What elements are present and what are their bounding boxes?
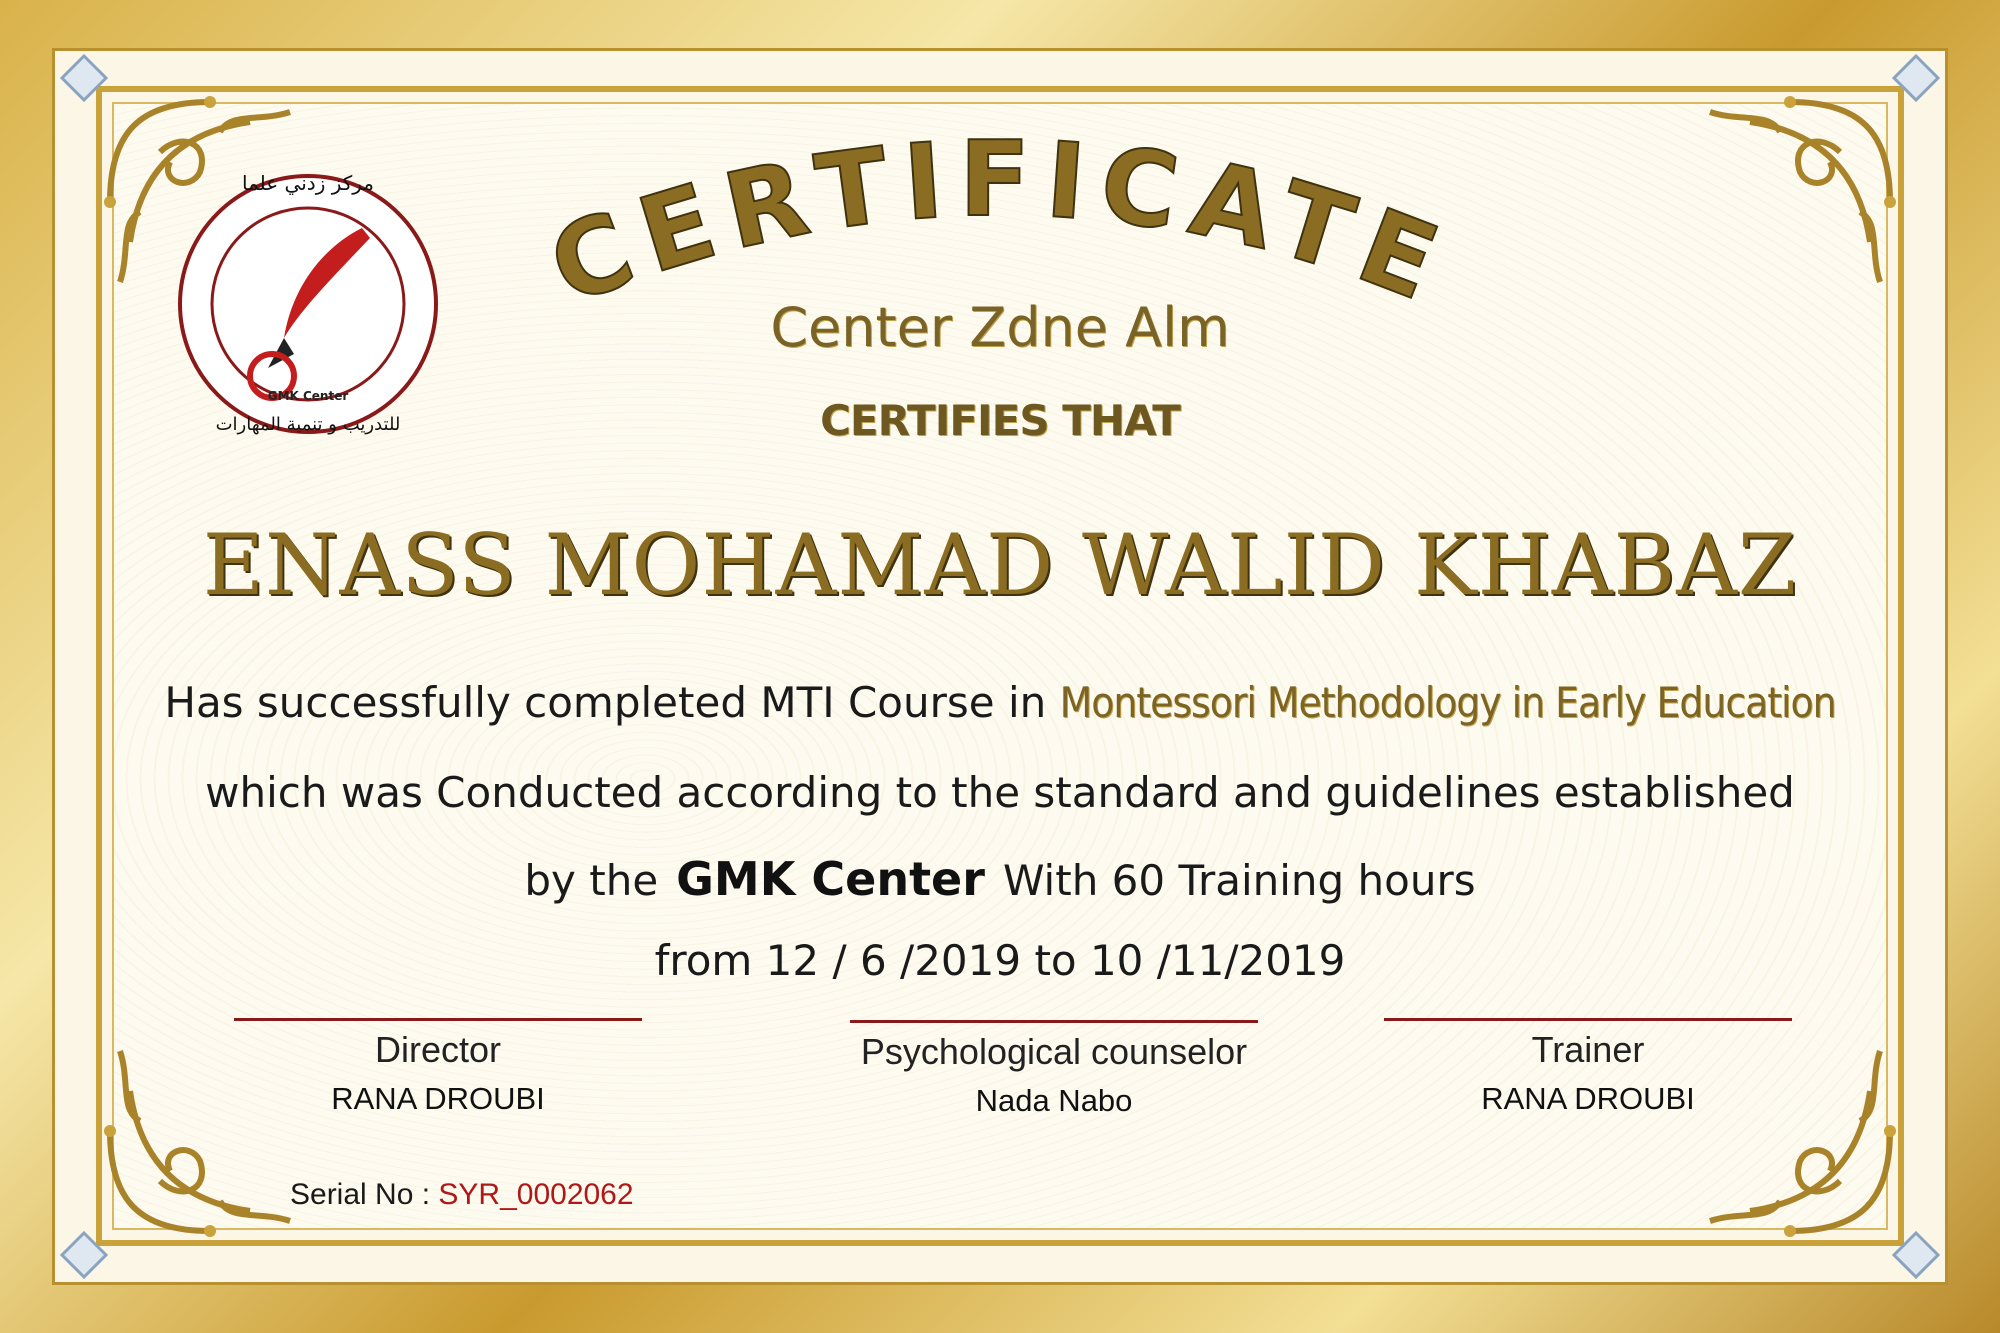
completion-prefix: Has successfully completed MTI Course in: [164, 678, 1047, 727]
certifies-that: CERTIFIES THAT: [820, 396, 1180, 445]
signature-director: [228, 1018, 648, 1117]
signature-name: RANA DROUBI: [331, 1081, 545, 1116]
completion-line: [0, 678, 2000, 727]
signature-name: RANA DROUBI: [1481, 1081, 1695, 1116]
logo-arabic-top: مركز زدني علما: [241, 171, 375, 195]
diamond-ornament-icon: [60, 1231, 108, 1279]
logo-badge-text: GMK Center: [267, 389, 349, 403]
hours-line: [0, 852, 2000, 906]
organization-name: GMK Center: [676, 852, 985, 906]
diamond-ornament-icon: [60, 54, 108, 102]
signature-role: Trainer: [1531, 1029, 1645, 1070]
signature-line: [850, 1020, 1258, 1023]
center-name: Center Zdne Alm: [770, 296, 1230, 359]
serial-label: Serial No :: [290, 1178, 439, 1211]
course-name: Montessori Methodology in Early Education: [1059, 678, 1836, 727]
diamond-ornament-icon: [1892, 1231, 1940, 1279]
training-hours: With 60 Training hours: [1002, 856, 1476, 905]
recipient-name: ENASS MOHAMAD WALID KHABAZ: [202, 516, 1798, 614]
signature-name: Nada Nabo: [975, 1083, 1133, 1118]
serial-number: [290, 1178, 634, 1212]
signature-line: [1384, 1018, 1792, 1021]
date-range: from 12 / 6 /2019 to 10 /11/2019: [654, 936, 1346, 985]
by-the-text: by the: [524, 856, 659, 905]
signature-role: Director: [374, 1029, 502, 1070]
title-text: CERTIFICATE: [534, 117, 1466, 329]
serial-value: SYR_0002062: [438, 1178, 634, 1211]
signature-trainer: [1378, 1018, 1798, 1117]
corner-ornament-top-right: [1680, 92, 1900, 312]
signature-counselor: [844, 1020, 1264, 1119]
logo-arabic-bottom: للتدريب و تنمية المهارات: [215, 414, 401, 435]
signature-line: [234, 1018, 642, 1021]
standards-line: which was Conducted according to the standard and guidelines established: [205, 768, 1795, 817]
diamond-ornament-icon: [1892, 54, 1940, 102]
signature-role: Psychological counselor: [860, 1031, 1248, 1072]
